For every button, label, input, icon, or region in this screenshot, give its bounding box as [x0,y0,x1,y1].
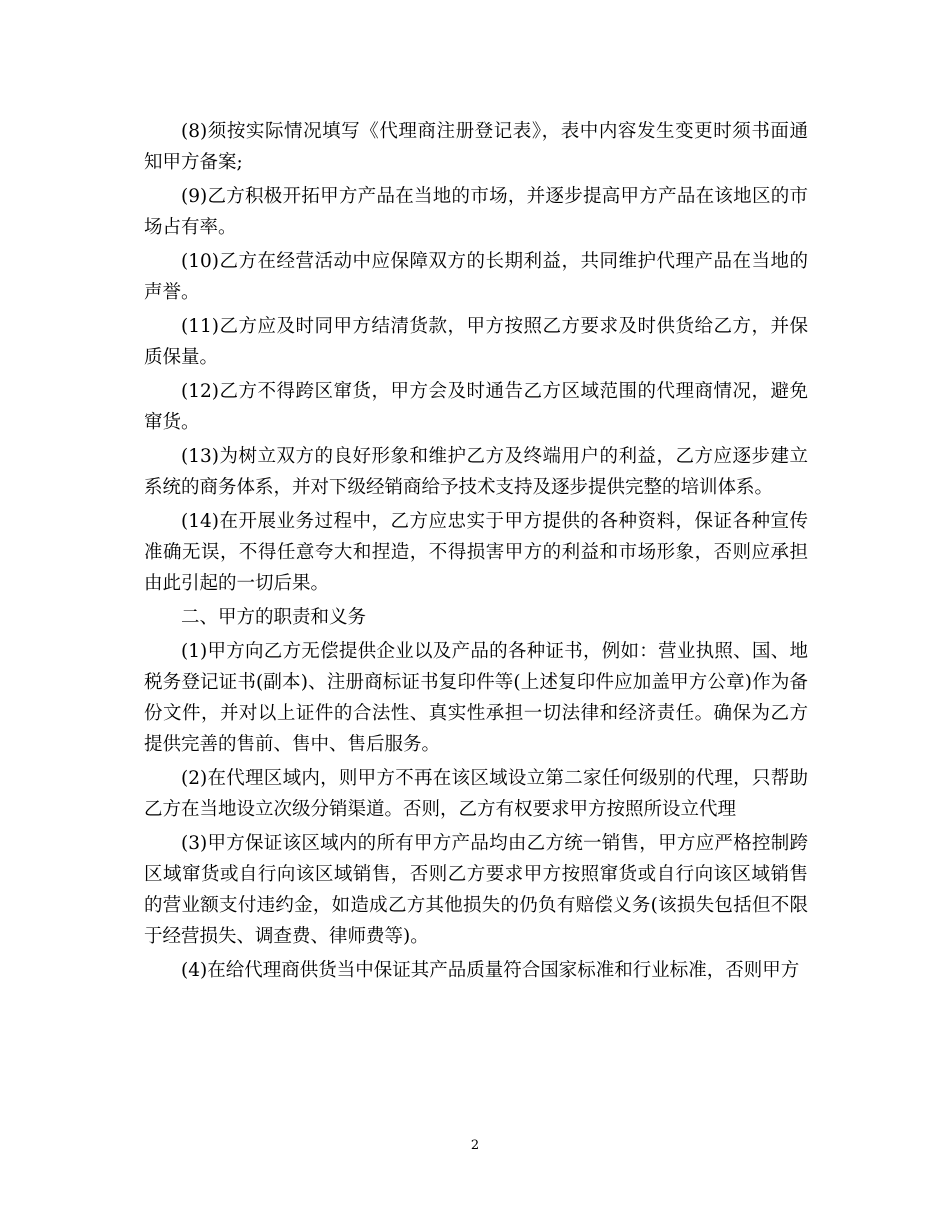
clause-8: (8)须按实际情况填写《代理商注册登记表》，表中内容发生变更时须书面通知甲方备案; [144,121,808,173]
party-a-clause-1: (1)甲方向乙方无偿提供企业以及产品的各种证书，例如：营业执照、国、地税务登记证书(副本)、注册商标证书复印件等(上述复印件应加盖甲方公章)作为备份文件，并对以上证件的合法性、真实性承担一切法律和经济责任。确保为乙方提供完善的售前、售中、售后服务。 [144,641,808,755]
clause-9: (9)乙方积极开拓甲方产品在当地的市场，并逐步提高甲方产品在该地区的市场占有率。 [144,186,808,238]
clause-13: (13)为树立双方的良好形象和维护乙方及终端用户的利益，乙方应逐步建立系统的商务体系，并对下级经销商给予技术支持及逐步提供完整的培训体系。 [144,446,808,498]
clause-10: (10)乙方在经营活动中应保障双方的长期利益，共同维护代理产品在当地的声誉。 [144,251,808,303]
party-a-clause-4: (4)在给代理商供货当中保证其产品质量符合国家标准和行业标准，否则甲方 [181,960,800,981]
section-heading: 二、甲方的职责和义务 [181,607,367,628]
document-body [144,116,808,989]
party-a-clause-2: (2)在代理区域内，则甲方不再在该区域设立第二家任何级别的代理，只帮助乙方在当地设立次级分销渠道。否则，乙方有权要求甲方按照所设立代理 [144,768,808,820]
page-number: 2 [470,1138,480,1153]
clause-14: (14)在开展业务过程中，乙方应忠实于甲方提供的各种资料，保证各种宣传准确无误，不得任意夸大和捏造，不得损害甲方的利益和市场形象，否则应承担由此引起的一切后果。 [144,511,808,594]
party-a-clause-3: (3)甲方保证该区域内的所有甲方产品均由乙方统一销售，甲方应严格控制跨区域窜货或自行向该区域销售，否则乙方要求甲方按照窜货或自行向该区域销售的营业额支付违约金，如造成乙方其他损失的仍负有赔偿义务(该损失包括但不限于经营损失、调查费、律师费等)。 [144,833,808,947]
clause-12: (12)乙方不得跨区窜货，甲方会及时通告乙方区域范围的代理商情况，避免窜货。 [144,381,808,433]
clause-11: (11)乙方应及时同甲方结清货款，甲方按照乙方要求及时供货给乙方，并保质保量。 [144,316,808,368]
